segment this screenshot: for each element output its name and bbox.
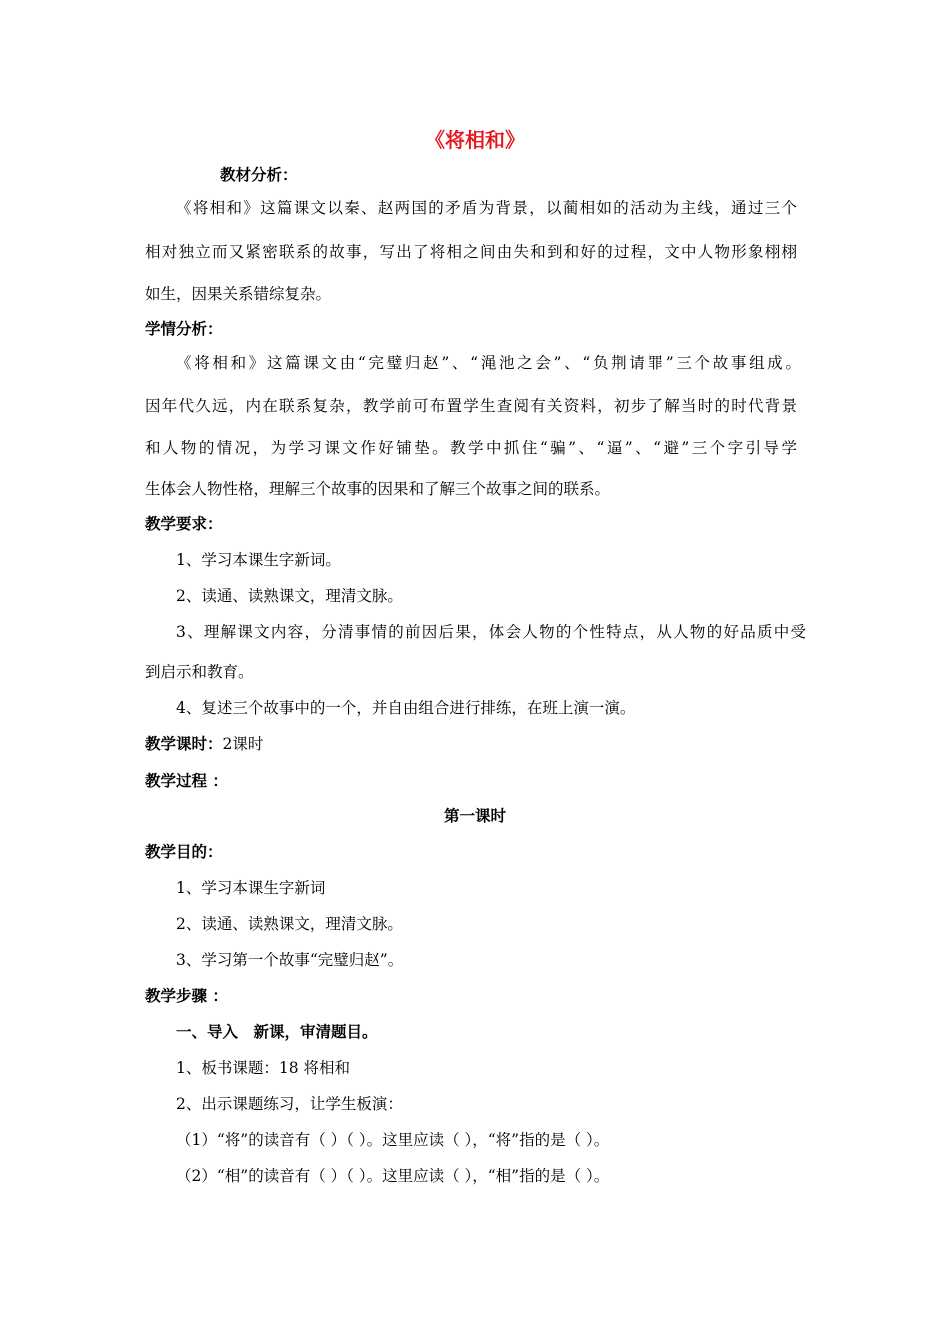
- hours-value: 2课时: [222, 735, 264, 753]
- document-title: 《将相和》: [425, 128, 525, 152]
- students-line: 因年代久远，内在联系复杂，教学前可布置学生查阅有关资料，初步了解当时的时代背景: [145, 397, 797, 415]
- requirements-heading: 教学要求：: [145, 515, 223, 533]
- students-line: 生体会人物性格，理解三个故事的因果和了解三个故事之间的联系。: [145, 480, 611, 498]
- material-heading: 教材分析：: [220, 166, 298, 184]
- goal-item: 1、学习本课生字新词: [176, 879, 326, 897]
- students-line: 和人物的情况，为学习课文作好铺垫。教学中抓住“骗”、“逼”、“避”三个字引导学: [145, 439, 798, 457]
- hours-heading: 教学课时：: [145, 735, 223, 753]
- material-line: 如生，因果关系错综复杂。: [145, 285, 332, 303]
- goal-item: 3、学习第一个故事“完璧归赵”。: [176, 951, 404, 969]
- students-heading: 学情分析：: [145, 320, 223, 338]
- step1-item: 2、出示课题练习，让学生板演：: [176, 1095, 403, 1113]
- material-line: 相对独立而又紧密联系的故事，写出了将相之间由失和到和好的过程，文中人物形象栩栩: [145, 243, 797, 261]
- requirement-item: 2、读通、读熟课文，理清文脉。: [176, 587, 403, 605]
- goal-item: 2、读通、读熟课文，理清文脉。: [176, 915, 403, 933]
- requirement-item: 4、复述三个故事中的一个，并自由组合进行排练，在班上演一演。: [176, 699, 636, 717]
- step1-item: 1、板书课题：18 将相和: [176, 1059, 351, 1077]
- material-line: 《将相和》这篇课文以秦、赵两国的矛盾为背景，以蔺相如的活动为主线，通过三个: [176, 199, 797, 217]
- exercise-line: （1）“将”的读音有（ ）（ ）。这里应读（ ），“将”指的是（ ）。: [176, 1131, 610, 1149]
- goals-heading: 教学目的：: [145, 843, 223, 861]
- hours-line: [145, 734, 810, 754]
- requirement-item: 3、理解课文内容，分清事情的前因后果，体会人物的个性特点，从人物的好品质中受: [176, 623, 806, 641]
- requirement-item: 1、学习本课生字新词。: [176, 551, 341, 569]
- lesson1-heading: 第一课时: [443, 807, 506, 825]
- students-line: 《将相和》这篇课文由“完璧归赵”、“渑池之会”、“负荆请罪”三个故事组成。: [176, 354, 801, 372]
- process-heading: 教学过程 ：: [145, 772, 228, 790]
- requirement-item: 到启示和教育。: [145, 663, 254, 681]
- exercise-line: （2）“相”的读音有（ ）（ ）。这里应读（ ），“相”指的是（ ）。: [176, 1167, 610, 1185]
- step1-heading: 一、导入 新课，审清题目。: [176, 1023, 378, 1041]
- steps-heading: 教学步骤 ：: [145, 987, 228, 1005]
